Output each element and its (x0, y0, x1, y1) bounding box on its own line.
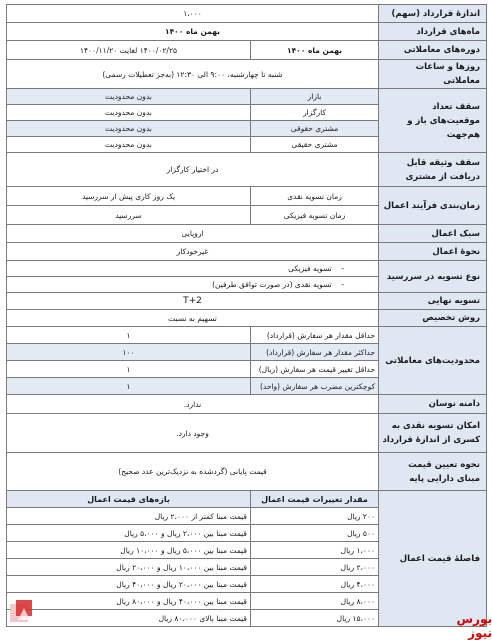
exercise-schedule-name: زمان تسویه فیزیکی (251, 206, 379, 225)
exercise-style-value: اروپایی (7, 225, 379, 243)
open-positions-value: بدون محدودیت (7, 137, 251, 153)
allocation-label: روش تخصیص (379, 310, 487, 327)
strike-range: قیمت مبنا بین ۲۰،۰۰۰ ریال و ۴۰،۰۰۰ ریال (7, 576, 251, 593)
cash-fraction-value: وجود دارد. (7, 414, 379, 453)
strike-step: ۸،۰۰۰ ریال (251, 593, 379, 610)
trading-limits-name: حداقل تغییر قیمت هر سفارش (ریال) (251, 361, 379, 378)
strike-step: ۱۵،۰۰۰ ریال (251, 610, 379, 627)
trading-period-month: بهمن ماه ۱۴۰۰ (251, 41, 379, 60)
strike-interval-label: فاصلهٔ قیمت اعمال (379, 491, 487, 627)
row-price-limit (7, 395, 487, 414)
trading-limits-value: ۱ (7, 327, 251, 344)
settlement-type-item (7, 261, 379, 277)
settlement-type-label: نوع تسویه در سررسید (379, 261, 487, 293)
strike-step: ۴،۰۰۰ ریال (251, 576, 379, 593)
trading-limits-name: حداقل مقدار هر سفارش (قرارداد) (251, 327, 379, 344)
open-positions-name: مشتری حقوقی (251, 121, 379, 137)
contract-months-value: بهمن ماه ۱۴۰۰ (7, 23, 379, 41)
exercise-schedule-label: زمان‌بندی فرآیند اعمال (379, 187, 487, 225)
collateral-cap-label: سقف وثیقه قابل دریافت از مشتری (379, 153, 487, 187)
strike-step-header: مقدار تغییرات قیمت اعمال (251, 491, 379, 508)
strike-step: ۲۰۰ ریال (251, 508, 379, 525)
row-final-settlement (7, 293, 487, 310)
final-settlement-value: T+2 (7, 293, 379, 310)
contract-spec-sheet (6, 4, 486, 627)
settlement-type-item (7, 277, 379, 293)
open-positions-value: بدون محدودیت (7, 105, 251, 121)
base-price-value: قیمت پایانی (گرد‌شده به نزدیک‌ترین عدد صحیح) (7, 453, 379, 491)
open-positions-value: بدون محدودیت (7, 89, 251, 105)
price-limit-label: دامنه نوسان (379, 395, 487, 414)
row-allocation (7, 310, 487, 327)
strike-range: قیمت مبنا بالای ۸۰،۰۰۰ ریال (7, 610, 251, 627)
exercise-method-value: غیرخودکار (7, 243, 379, 261)
exercise-style-label: سبک اعمال (379, 225, 487, 243)
strike-range: قیمت مبنا بین ۱۰،۰۰۰ ریال و ۲۰،۰۰۰ ریال (7, 559, 251, 576)
row-open-positions (7, 89, 487, 105)
bullet: - (341, 280, 345, 289)
open-positions-label: سقف تعداد موقعیت‌های باز و هم‌جهت (379, 89, 487, 153)
row-strike-header (7, 491, 487, 508)
exercise-schedule-value: یک روز کاری پیش از سررسید (7, 187, 251, 206)
trading-limits-value: ۱ (7, 361, 251, 378)
final-settlement-label: تسویه نهایی (379, 293, 487, 310)
bullet: - (341, 264, 345, 273)
trading-limits-name: کوچکترین مضرب هر سفارش (واحد) (251, 378, 379, 395)
row-base-price (7, 453, 487, 491)
trading-period-range: ۱۴۰۰/۰۲/۲۵ لغایت ۱۴۰۰/۱۱/۲۰ (7, 41, 251, 60)
open-positions-name: بازار (251, 89, 379, 105)
row-settlement-type (7, 261, 487, 277)
base-price-label: نحوه تعیین قیمت مبنای دارایی پایه (379, 453, 487, 491)
news-watermark: بورس نیوز (456, 612, 492, 640)
row-exercise-schedule (7, 187, 487, 206)
trading-hours-value: شنبه تا چهارشنبه، ۹:۰۰ الی ۱۲:۳۰ (به‌جز تعطیلات رسمی) (7, 60, 379, 89)
settlement-type-text: تسویه فیزیکی (288, 264, 332, 273)
price-limit-value: ندارد. (7, 395, 379, 414)
row-contract-months (7, 23, 487, 41)
open-positions-value: بدون محدودیت (7, 121, 251, 137)
exercise-schedule-name: زمان تسویه نقدی (251, 187, 379, 206)
trading-limits-value: ۱ (7, 378, 251, 395)
spec-table (6, 4, 487, 627)
contract-size-label: اندازهٔ قرارداد (سهم) (379, 5, 487, 23)
strike-range-header: بازه‌های قیمت اعمال (7, 491, 251, 508)
open-positions-name: مشتری حقیقی (251, 137, 379, 153)
allocation-value: تسهیم به نسبت (7, 310, 379, 327)
cash-fraction-label: امکان تسویه نقدی به کسری از اندازهٔ قرارداد (379, 414, 487, 453)
contract-months-label: ماه‌های قرارداد (379, 23, 487, 41)
contract-size-value: ۱،۰۰۰ (7, 5, 379, 23)
row-trading-hours (7, 60, 487, 89)
exercise-schedule-value: سررسید (7, 206, 251, 225)
row-contract-size (7, 5, 487, 23)
trading-limits-name: حداکثر مقدار هر سفارش (قرارداد) (251, 344, 379, 361)
strike-step: ۱،۰۰۰ ریال (251, 542, 379, 559)
exchange-logo-icon (8, 598, 38, 628)
strike-range: قیمت مبنا بین ۴۰،۰۰۰ ریال و ۸۰،۰۰۰ ریال (7, 593, 251, 610)
row-trading-limits (7, 327, 487, 344)
strike-step: ۵۰۰ ریال (251, 525, 379, 542)
exercise-method-label: نحوهٔ اعمال (379, 243, 487, 261)
strike-range: قیمت مبنا بین ۲،۰۰۰ ریال و ۵،۰۰۰ ریال (7, 525, 251, 542)
open-positions-name: کارگزار (251, 105, 379, 121)
trading-hours-label: روزها و ساعات معاملاتی (379, 60, 487, 89)
strike-range: قیمت مبنا کمتر از ۲،۰۰۰ ریال (7, 508, 251, 525)
strike-step: ۲،۰۰۰ ریال (251, 559, 379, 576)
row-collateral-cap (7, 153, 487, 187)
trading-period-label: دوره‌های معاملاتی (379, 41, 487, 60)
trading-limits-label: محدودیت‌های معاملاتی (379, 327, 487, 395)
trading-limits-value: ۱۰۰ (7, 344, 251, 361)
row-trading-period (7, 41, 487, 60)
row-exercise-style (7, 225, 487, 243)
settlement-type-text: تسویه نقدی (در صورت توافق طرفین) (212, 280, 332, 289)
strike-range: قیمت مبنا بین ۵،۰۰۰ ریال و ۱۰،۰۰۰ ریال (7, 542, 251, 559)
row-cash-fraction (7, 414, 487, 453)
row-exercise-method (7, 243, 487, 261)
collateral-cap-value: در اختیار کارگزار (7, 153, 379, 187)
